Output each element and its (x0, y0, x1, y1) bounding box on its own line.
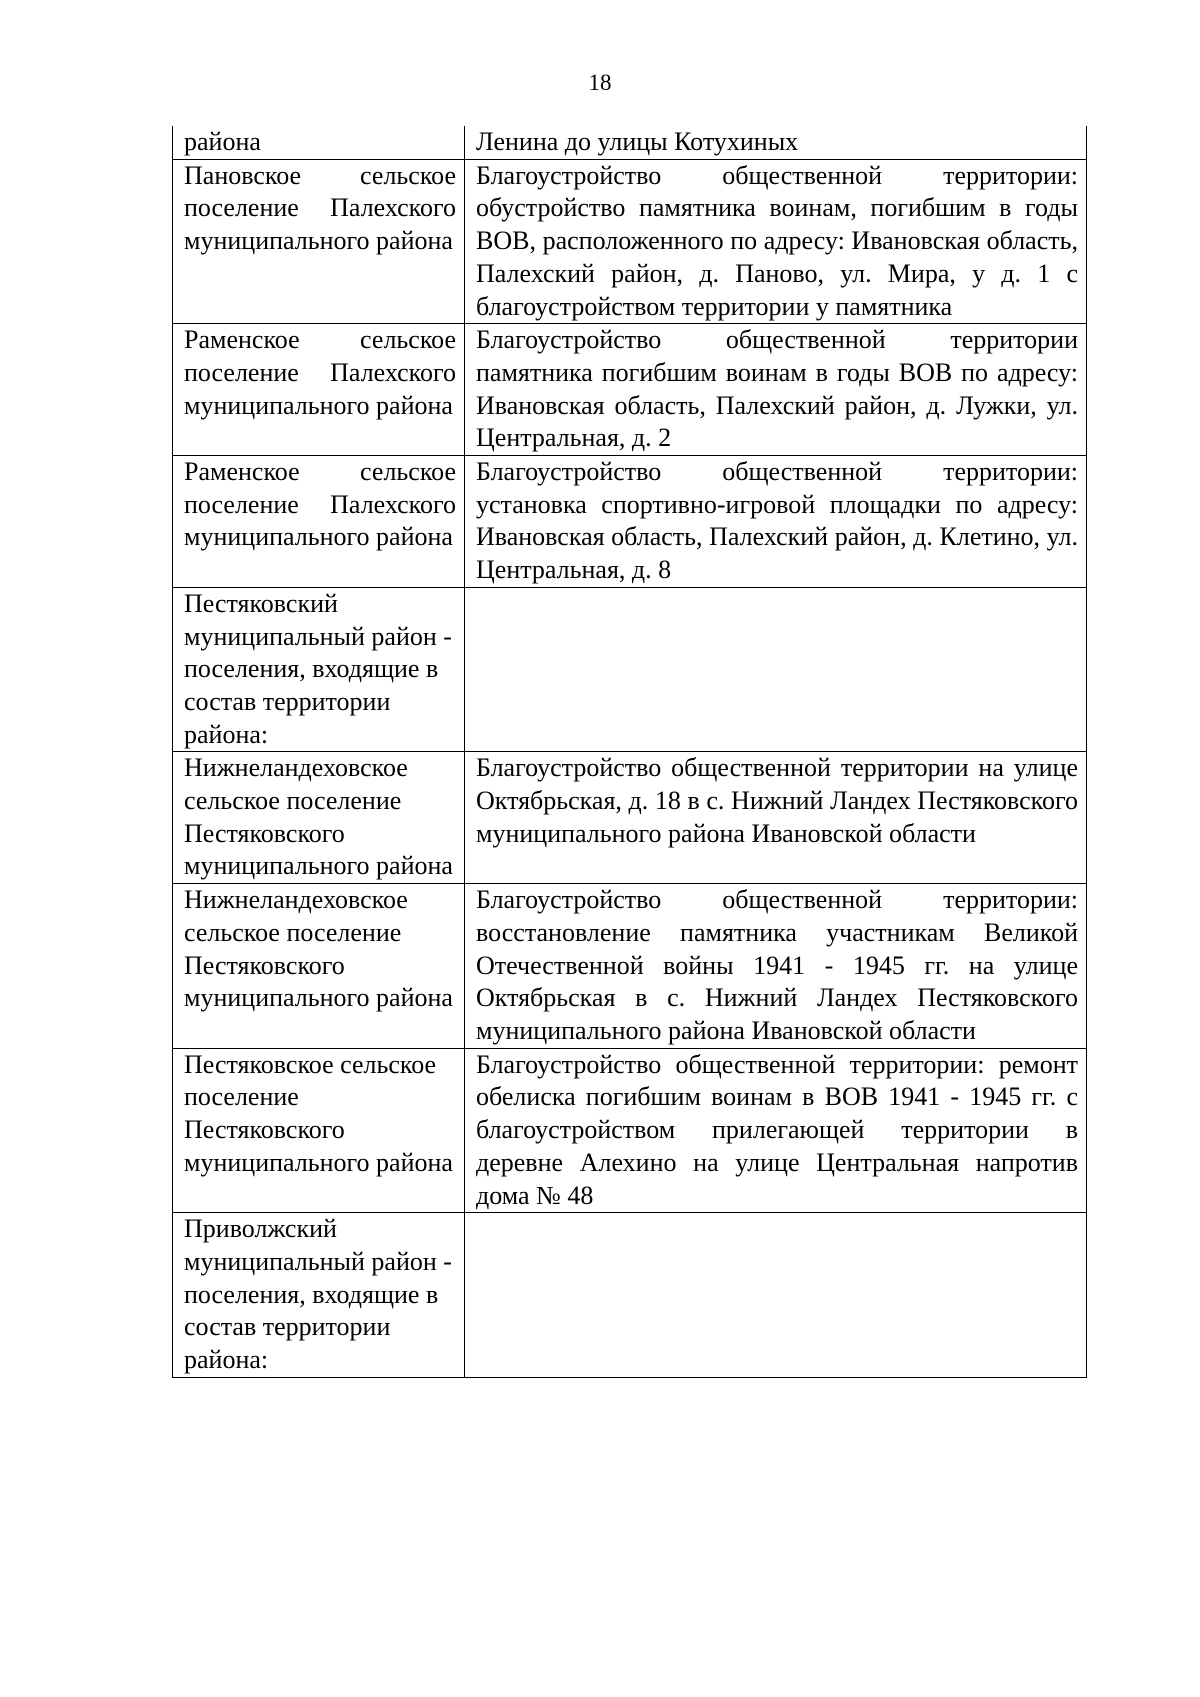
settlement-cell (173, 587, 465, 752)
settlement-text: Раменское сельское поселение Палехского муниципального района (184, 325, 456, 420)
settlement-cell (173, 126, 465, 159)
description-cell (465, 752, 1087, 884)
page-number: 18 (588, 70, 612, 95)
description-text: Благоустройство общественной территории на улице Октябрьская, д. 18 в с. Нижний Ландех Пестяковского муниципального района Ивановской области (476, 753, 1078, 848)
table-row (173, 1048, 1087, 1213)
description-text: Благоустройство общественной территории памятника погибшим воинам в годы ВОВ по адресу: Ивановская область, Палехский район, д. Лужки, ул. Центральная, д. 2 (476, 325, 1078, 453)
description-text: Ленина до улицы Котухиных (476, 127, 799, 156)
settlement-text: Нижнеландеховское сельское поселение Пестяковского муниципального района (184, 753, 453, 881)
settlement-text: Нижнеландеховское сельское поселение Пестяковского муниципального района (184, 885, 453, 1013)
settlement-cell (173, 159, 465, 324)
description-cell (465, 587, 1087, 752)
settlement-text: Пановское сельское поселение Палехского муниципального района (184, 160, 456, 256)
description-cell (465, 159, 1087, 324)
settlement-cell (173, 324, 465, 456)
description-cell (465, 126, 1087, 159)
settlement-text: Пестяковское сельское поселение Пестяковского муниципального района (184, 1049, 453, 1177)
settlement-text: района (184, 127, 261, 156)
table-row (173, 1213, 1087, 1378)
description-cell (465, 884, 1087, 1049)
settlement-cell (173, 1048, 465, 1213)
table-row (173, 587, 1087, 752)
settlement-text: Раменское сельское поселение Палехского муниципального района (184, 457, 456, 552)
settlement-text: Пестяковский муниципальный район - поселения, входящие в состав территории района: (184, 588, 452, 749)
table-row (173, 884, 1087, 1049)
description-cell (465, 1213, 1087, 1378)
projects-table (172, 126, 1087, 1378)
description-text: Благоустройство общественной территории: восстановление памятника участникам Великой Отечественной войны 1941 - 1945 гг. на улице Октябрьская в с. Нижний Ландех Пестяковского муниципального района Ивановской области (476, 885, 1078, 1045)
table-row (173, 126, 1087, 159)
table-row (173, 324, 1087, 456)
settlement-cell (173, 884, 465, 1049)
description-text: Благоустройство общественной территории: установка спортивно-игровой площадки по адресу: Ивановская область, Палехский район, д. Клетино, ул. Центральная, д. 8 (476, 457, 1078, 585)
description-cell (465, 324, 1087, 456)
description-text: Благоустройство общественной территории: ремонт обелиска погибшим воинам в ВОВ 1941 - 1945 гг. с благоустройством прилегающей территории в деревне Алехино на улице Центральная напротив дома № 48 (476, 1049, 1078, 1210)
table-row (173, 159, 1087, 324)
description-cell (465, 1048, 1087, 1213)
table-row (173, 752, 1087, 884)
table-row (173, 456, 1087, 588)
settlement-text: Приволжский муниципальный район - поселения, входящие в состав территории района: (184, 1214, 452, 1375)
description-cell (465, 456, 1087, 588)
settlement-cell (173, 456, 465, 588)
description-text: Благоустройство общественной территории: обустройство памятника воинам, погибшим в годы ВОВ, расположенного по адресу: Ивановская область, Палехский район, д. Паново, ул. Мира, у д. 1 с благоустройством территории у памятника (476, 160, 1078, 321)
settlement-cell (173, 752, 465, 884)
settlement-cell (173, 1213, 465, 1378)
